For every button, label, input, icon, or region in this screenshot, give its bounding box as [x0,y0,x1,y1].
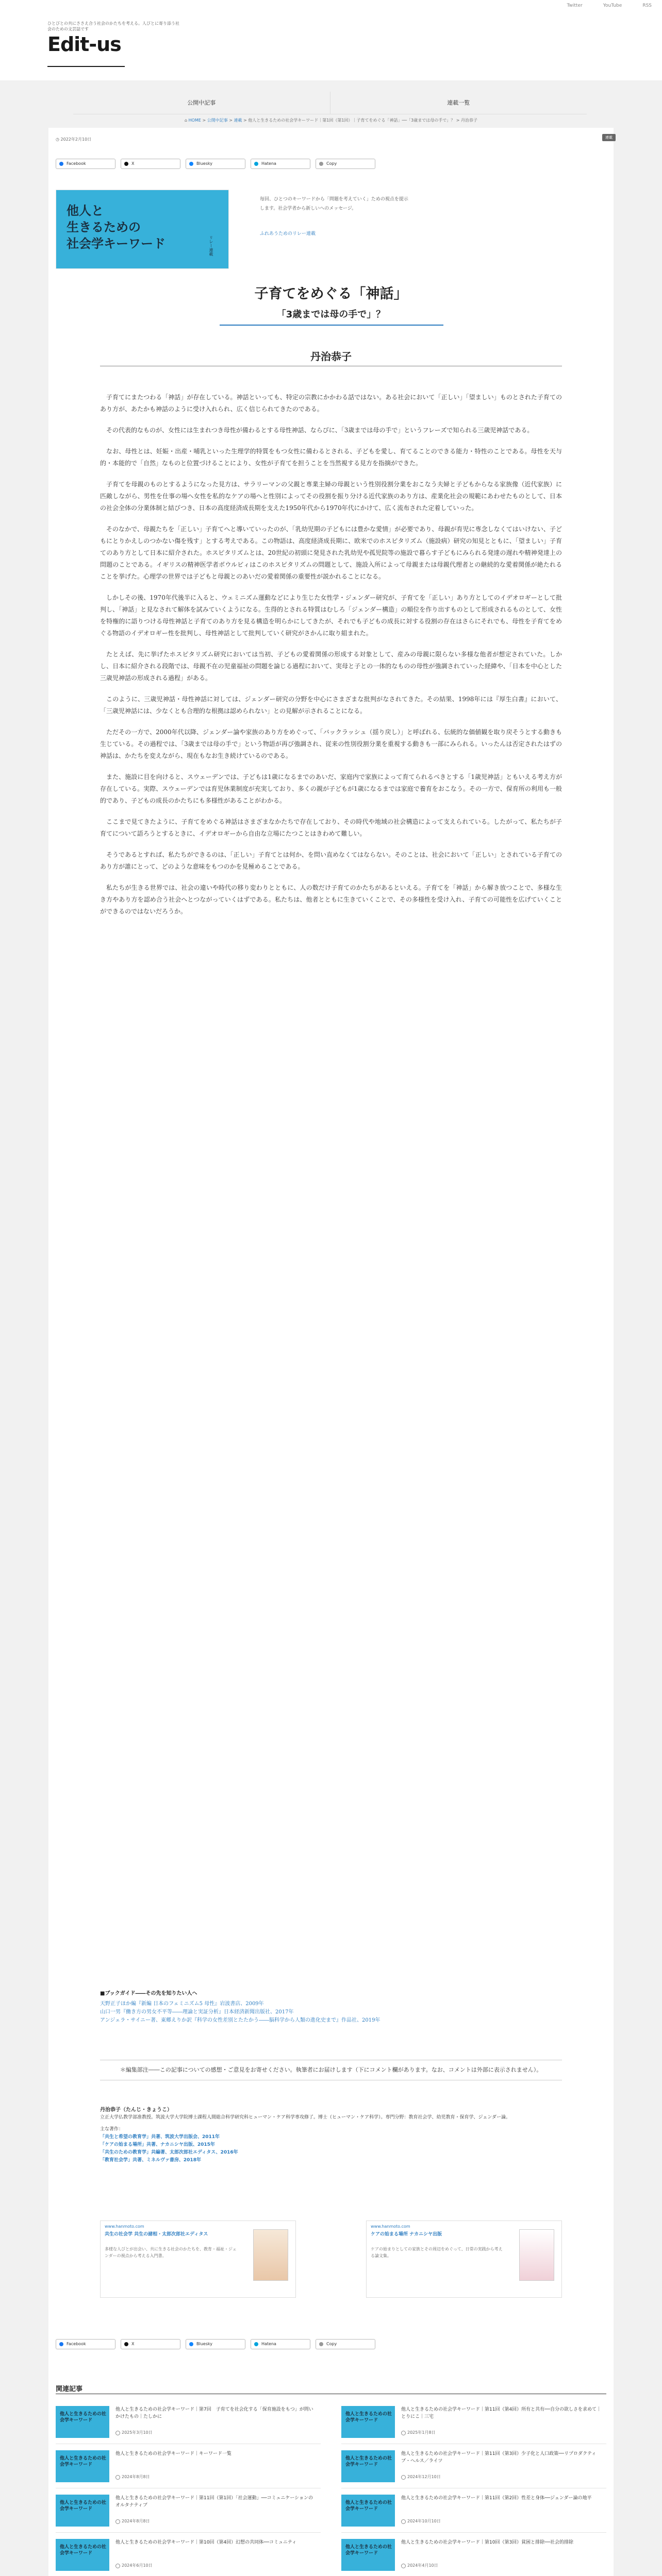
profile-bio: 立正大学仏教学部准教授。筑波大学大学院博士課程人間総合科学研究科ヒューマン・ケア科学専攻修了。博士（ヒューマン・ケア科学）。専門分野：教育社会学、幼児教育・保育学、ジェンダー論。 [100,2115,510,2120]
body-paragraph: 私たちが生きる世界では、社会の違いや時代の移り変わりとともに、人の数だけ子育てのかたちがあるといえる。子育てを「神話」から解き放つことで、多様な生き方やあり方を認め合う社会へとつながっていくはずである。私たちは、他者とともに生きていくことで、その多様性を受け入れ、子育ての可能性を広げていくことができるのではないだろうか。 [100,884,562,915]
book-card[interactable]: www.hanmoto.com 共生の社会学 共生の諸相・太郎次郎社エディタス 多様な人びとが出会い、共に生きる社会のかたちを、教育・福祉・ジェンダーの視点から考える入門書。 [100,2221,296,2298]
body-paragraph: そうであるとすれば、私たちができるのは、「正しい」子育てとは何か、を問い直めなくてはならない。そのことは、社会において「正しい」とされている子育てのあり方が誰にとって、どのような意味をもつのかを見極めることである。 [100,851,562,870]
related-date: 2024年12月10日 [401,2474,441,2480]
title-underline [220,325,443,326]
related-article[interactable] [56,2445,321,2488]
related-article[interactable] [56,2401,321,2444]
related-article[interactable] [341,2534,606,2576]
related-article[interactable] [341,2401,606,2444]
related-thumbnail: 他人と生きるための社会学キーワード [341,2495,395,2527]
share-x-button[interactable]: X [121,2339,180,2349]
related-date: 2024年6月10日 [115,2563,153,2568]
breadcrumb-author: 丹治恭子 [461,118,477,123]
related-title: 他人と生きるための社会学キーワード｜第11回（第2回）性差と身体──ジェンダー論の地平 [401,2496,592,2501]
related-article[interactable] [341,2489,606,2533]
twitter-link[interactable]: Twitter [567,3,583,8]
site-logo[interactable]: Edit-us [47,33,121,56]
hatena-icon [254,162,258,166]
book-guide [100,1990,562,2025]
top-bar [0,0,662,13]
nav-item-series[interactable]: 連載一覧 [447,99,470,106]
body-paragraph: しかしその後、1970年代後半に入ると、ウェミニズム運動などにより生じた女性学・ジェンダー研究が、子育てを「正しい」あり方としてのイデオロギーとして批判し、「神話」と見なされて解体を試みていくようになる。生得的とされる特質はむしろ「ジェンダー構造」の順位を作り出すものとして形成されるものとして、女性を特権的に語りつける母性神話と子育てのあり方を見る構造を明らかにしてきたが、それでも子どもの成長に対する役割の存在はさらにそれでも、母性を子育てをめぐる物語のイデオロギー性を批判し、母性神話として批判していく研究がさかんに取り組まれた。 [100,594,562,637]
profile-work[interactable]: 「教育社会学」共著、ミネルヴァ書房、2018年 [100,2158,201,2163]
x-icon [124,2342,128,2346]
category-badge[interactable]: 連載 [602,134,616,141]
copy-icon [319,162,323,166]
related-article[interactable] [341,2445,606,2488]
profile-work[interactable]: 「共生と希望の教育学」共著、筑波大学出版会、2011年 [100,2134,220,2140]
bluesky-icon [189,162,193,166]
book-guide-heading: ■ブックガイド――その先を知りたい人へ [100,1991,197,1996]
book-title[interactable]: ケアの始まる場所 ナカニシヤ出版 [371,2232,442,2237]
author-name: 丹治恭子 [310,350,352,363]
main-nav [73,92,587,114]
article-body [100,392,562,927]
related-thumbnail: 他人と生きるための社会学キーワード [341,2450,395,2482]
related-date: 2025年3月10日 [115,2430,153,2435]
profile-work[interactable]: 「ケアの始まる場所」共著、ナカニシヤ出版、2015年 [100,2142,215,2147]
rss-link[interactable]: RSS [642,3,652,8]
related-thumbnail: 他人と生きるための社会学キーワード [56,2406,109,2438]
series-link[interactable]: ふれあうためのリレー連載 [260,231,316,236]
x-icon [124,162,128,166]
share-bluesky-button[interactable]: Bluesky [186,2339,245,2349]
related-title: 他人と生きるための社会学キーワード｜第10回（第3回）貧困と排除──社会的排除 [401,2540,574,2545]
related-date: 2024年10月10日 [401,2518,441,2524]
share-bluesky-button[interactable]: Bluesky [186,159,245,169]
related-thumbnail: 他人と生きるための社会学キーワード [56,2539,109,2571]
article-title: 子育てをめぐる「神話」 [254,286,408,302]
share-hatena-button[interactable]: Hatena [251,2339,310,2349]
related-date: 2024年8月8日 [115,2474,150,2480]
series-description: 毎回、ひとつのキーワードから「問題を考えていく」ための視点を提示します。社会学者から新しいへのメッセージ。 [260,197,408,211]
body-paragraph: また、施設に目を向けると、スウェーデンでは、子どもは1歳になるまでのあいだ、家庭内で家族によって育てられるべきとする「1歳児神話」ともいえる考え方が存在している。実際、スウェーデンでは育児休業制度が充実しており、多くの親が子どもが1歳になるまでは家庭で養育をおこなう。その一方で、保育所の利用も一般的であり、子どもの成長のかたちにも多様性があることがわかる。 [100,773,562,804]
book-description: 多様な人びとが出会い、共に生きる社会のかたちを、教育・福祉・ジェンダーの視点から考える入門書。 [105,2247,237,2258]
youtube-link[interactable]: YouTube [603,3,622,8]
share-buttons-bottom [56,2339,375,2349]
publish-date: ◷ 2022年2月10日 [56,137,92,142]
book-title[interactable]: 共生の社会学 共生の諸相・太郎次郎社エディタス [105,2232,208,2237]
body-paragraph: このように、三歳児神話・母性神話に対しては、ジェンダー研究の分野を中心にさまざまな批判がなされてきた。その結果、1998年には『厚生白書』において、「三歳児神話には、少なくとも合理的な根拠は認められない」との見解が示されることになる。 [100,696,562,715]
body-paragraph: たとえば、先に挙げたホスピタリズム研究においては当初、子どもの愛着関係の形成する対象として、産みの母親に限らない多様な他者が想定されていた。しかし、日本に紹介される段階では、母親不在の児童福祉の問題を論じる過程において、実母と子との一体的なものの母性が強調されていった経緯や、「日本を中心とした三歳児神話の形成される過程」がある。 [100,651,562,682]
body-paragraph: 子育てにまたつわる「神話」が存在している。神話といっても、特定の宗教にかかわる話ではない。ある社会において「正しい」「望ましい」ものとされた子育てのあり方が、あたかも神話のように受け入れられ、広く信じられてきたのである。 [100,394,562,413]
related-title: 他人と生きるための社会学キーワード｜第11回（第3回）少子化と人口政策──リプロダクティブ・ヘルス／ライツ [401,2451,597,2464]
related-thumbnail: 他人と生きるための社会学キーワード [341,2406,395,2438]
body-paragraph: なお、母性とは、妊娠・出産・哺乳といった生理学的特質をもつ女性に備わるとされる、子どもを愛し、育てることのできる能力・特性のことである。母性を天与的・本能的で「自然」なものと位置づけることにより、女性が子育てを担うことを当然視する見方を指摘ができた。 [100,448,562,467]
related-heading: 関連記事 [56,2385,83,2393]
related-title: 他人と生きるための社会学キーワード｜第11回（第4回）所有と共有──自分の欲しさを求めて｜とりにこ｜三宅 [401,2407,602,2419]
book-cover-image [253,2229,288,2281]
breadcrumb: ⌂ HOME > 公開中記事 > 連載 > 他人と生きるための社会学キーワード｜第1回（第1回）｜子育てをめぐる「神話」──「3歳までは母の手で」？ > 丹治恭子 [185,118,477,123]
related-thumbnail: 他人と生きるための社会学キーワード [56,2495,109,2527]
home-icon: ⌂ [185,118,189,123]
author-profile [100,2106,562,2164]
nav-item-articles[interactable]: 公開中記事 [73,92,330,114]
series-banner[interactable]: 他人と 生きるための 社会学キーワード リレー連載 [56,190,229,269]
copy-icon [319,2342,323,2346]
profile-work[interactable]: 「共生のための教育学」共編著、太郎次郎社エディタス、2016年 [100,2150,238,2155]
breadcrumb-series[interactable]: 連載 [234,118,242,123]
share-buttons-top [56,159,375,169]
book-cover-image [519,2229,554,2281]
related-article[interactable] [56,2534,321,2576]
breadcrumb-current: 他人と生きるための社会学キーワード｜第1回（第1回）｜子育てをめぐる「神話」──「3歳までは母の手で」？ [248,118,455,123]
related-thumbnail: 他人と生きるための社会学キーワード [56,2450,109,2482]
related-article[interactable] [56,2489,321,2533]
hatena-icon [254,2342,258,2346]
editor-note: ＊編集部注――この記事についての感想・ご意見をお寄せください。執筆者にお届けします（下にコメント欄があります。なお、コメントは外部に表示されません）。 [100,2060,562,2080]
bluesky-icon [189,2342,193,2346]
body-paragraph: 子育てを母親のものとするようになった見方は、サラリーマンの父親と専業主婦の母親という性別役割分業をおこなう夫婦と子どもからなる家族像（近代家族）に匹敵しながら、男性を仕事の場へ女性を私的なケアの場へと性別によってその役割を振り分ける近代家族のあり方は、産業化社会の規範にあわせたものとして、日本の社会全体の分業体制と結びつき、日本の高度経済成長期を支えた1950年代から1970年代にかけて、広く流布された定着していった。 [100,481,562,512]
body-paragraph: そのなかで、母親たちを「正しい」子育てへと導いていったのが、「乳幼児期の子どもには豊かな愛情」が必要であり、母親が育児に専念しなくてはいけない、子どもにとりかえしのつかない傷を残す」とする考えである。この物語は、高度経済成長期に、欧米でのホスピタリズム（施設病）研究の知見とともに、「望ましい」子育てのあり方として日本に紹介された。ホスピタリズムとは、20世紀の初頭に発見された乳幼児や孤児院等の施設で暮らす子どもにみられる発達の遅れや精神発達上の問題のことである。イギリスの精神医学者ボウルビィはこのホスピタリズムの問題として、施設入所によって母親または母親代理者との継続的な愛着関係が絶たれることを挙げた。心理学の世界では子どもと母親とのあいだの愛着関係の重要性が説かれることになる。 [100,526,562,580]
breadcrumb-articles[interactable]: 公開中記事 [207,118,228,123]
reference-link[interactable]: 天野正子ほか編『新編 日本のフェミニズム5 母性』岩波書店、2009年 [100,2001,264,2007]
related-date: 2024年8月8日 [115,2518,150,2524]
related-thumbnail: 他人と生きるための社会学キーワード [341,2539,395,2571]
breadcrumb-home[interactable]: HOME [188,118,201,123]
body-paragraph: その代表的なものが、女性には生まれつき母性が備わるとする母性神話、ならびに、「3歳までは母の手で」というフレーズで知られる三歳児神話である。 [106,427,534,434]
body-paragraph: ただその一方で、2000年代以降、ジェンダー論や家族のあり方をめぐって、「バックラッシュ（揺り戻し）」と呼ばれる、伝統的な価値観を取り戻そうとする動きも生じている。その過程では、「3歳までは母の手で」という物語が再び強調され、従来の性別役割分業を重視する動きも一部にみられる。いったんは否定されたはずの神話は、かたちを変えながら、現在もなお生き続けているのである。 [100,728,562,759]
profile-name: 丹治恭子（たんじ・きょうこ） [100,2107,172,2113]
clock-icon: ◷ [56,137,61,142]
reference-link[interactable]: 山口一男『働き方の男女不平等――理論と実証分析』日本経済新聞出版社、2017年 [100,2009,294,2015]
share-hatena-button[interactable]: Hatena [251,159,310,169]
related-title: 他人と生きるための社会学キーワード｜第10回（第4回）幻想の共同体──コミュニティ [115,2540,297,2545]
reference-link[interactable]: アンジェラ・サイニー著、東郷えりか訳『科学の女性差別とたたかう――脳科学から人類の進化史まで』作品社、2019年 [100,2018,380,2023]
logo-underline [47,66,125,67]
book-description: ケアの始まりとしての家族とその周辺をめぐって、日常の実践から考える論文集。 [371,2247,503,2258]
banner-sub: リレー連載 [209,235,213,256]
share-facebook-button[interactable]: Facebook [56,2339,115,2349]
share-x-button[interactable]: X [121,159,180,169]
body-paragraph: ここまで見てきたように、子育てをめぐる神話はさまざまなかたちで存在しており、その時代や地域の社会構造によって支えられている。したがって、私たちが子育てについて語ろうとするときに、イデオロギーから自由な立場にたつことはきわめて難しい。 [100,818,562,837]
related-date: 2024年4月10日 [401,2563,438,2568]
related-date: 2025年1月8日 [401,2430,436,2435]
share-facebook-button[interactable]: Facebook [56,159,115,169]
copy-link-button[interactable]: Copy [316,159,375,169]
related-title: 他人と生きるための社会学キーワード｜第7回 子育てを社会化する「保育施設をもつ」が問いかけたもの｜たしかに [115,2407,313,2419]
facebook-icon [59,2342,63,2346]
related-title: 他人と生きるための社会学キーワード｜キーワード一覧 [115,2451,232,2456]
facebook-icon [59,162,63,166]
site-tagline: ひとびとの共にささえ合う社会のかたちを考える。人びとに寄り添う社会のための文芸誌です [47,21,179,31]
book-card[interactable]: www.hanmoto.com ケアの始まる場所 ナカニシヤ出版 ケアの始まりとしての家族とその周辺をめぐって、日常の実践から考える論文集。 [366,2221,562,2298]
related-title: 他人と生きるための社会学キーワード｜第11回（第1回）「社会運動」──コミュニケーションのオルタナティブ [115,2496,313,2508]
profile-works-heading: 主な著作： [100,2127,124,2132]
copy-link-button[interactable]: Copy [316,2339,375,2349]
article-subtitle: 「3歳までは母の手で」？ [276,309,386,320]
